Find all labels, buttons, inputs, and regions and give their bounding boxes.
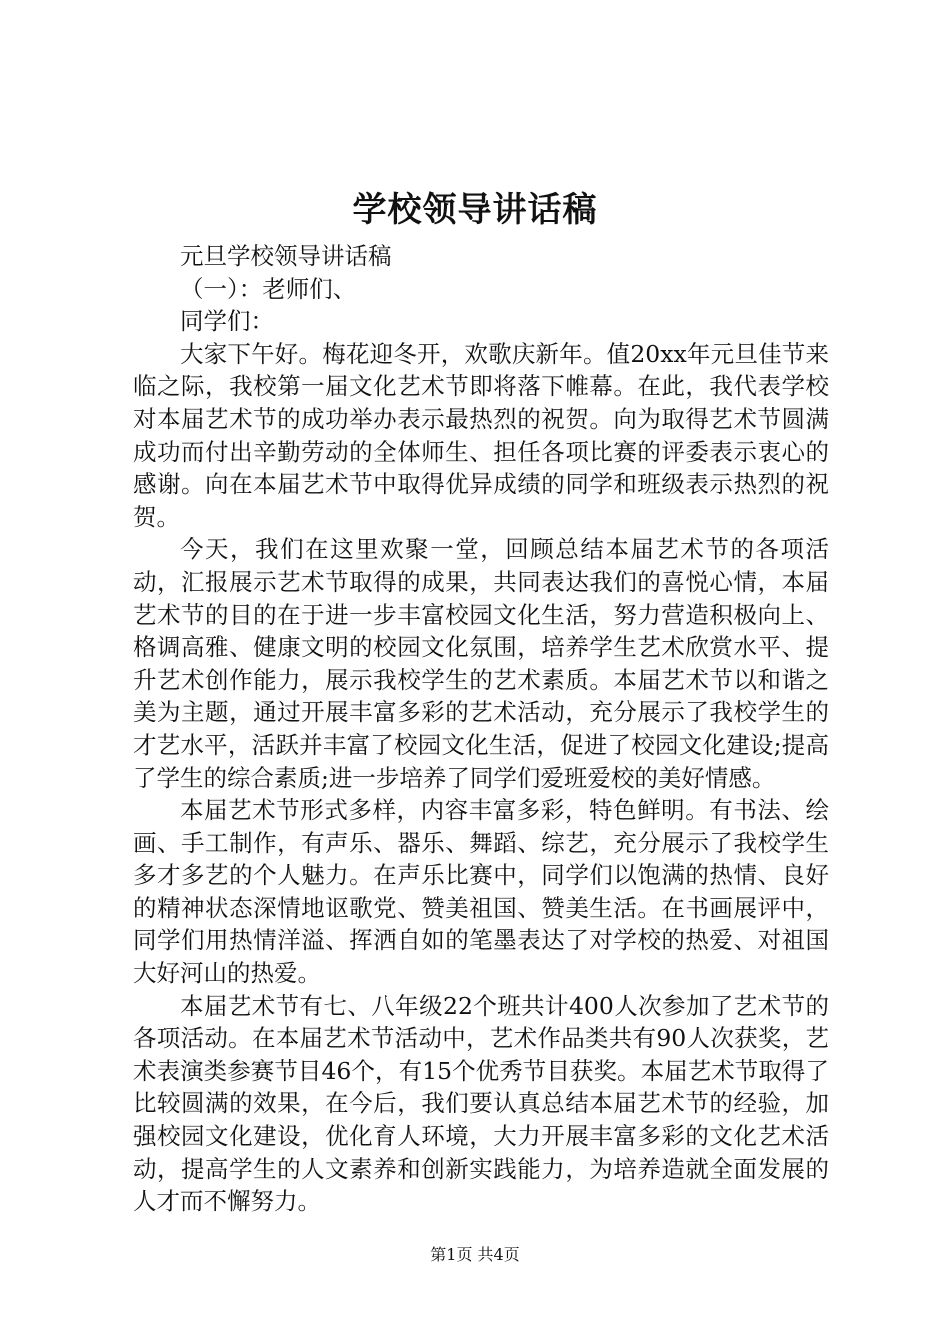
document-title: 学校领导讲话稿 [352,190,598,230]
page-number-footer: 第1页 共4页 [430,1245,520,1264]
document-body [133,240,829,1218]
body-paragraph: 本届艺术节形式多样，内容丰富多彩，特色鲜明。有书法、绘画、手工制作，有声乐、器乐、舞蹈、综艺，充分展示了我校学生多才多艺的个人魅力。在声乐比赛中，同学们以饱满的热情、良好的精神状态深情地讴歌党、赞美祖国、赞美生活。在书画展评中，同学们用热情洋溢、挥洒自如的笔墨表达了对学校的热爱、对祖国大好河山的热爱。 [133,796,829,988]
salutation-line-2: 同学们： [180,307,274,336]
subtitle-paragraph: 元旦学校领导讲话稿 [180,242,392,270]
body-paragraph: 今天，我们在这里欢聚一堂，回顾总结本届艺术节的各项活动，汇报展示艺术节取得的成果，共同表达我们的喜悦心情，本届艺术节的目的在于进一步丰富校园文化生活，努力营造积极向上、格调高雅、健康文明的校园文化氛围，培养学生艺术欣赏水平、提升艺术创作能力，展示我校学生的艺术素质。本届艺术节以和谐之美为主题，通过开展丰富多彩的艺术活动，充分展示了我校学生的才艺水平，活跃并丰富了校园文化生活，促进了校园文化建设;提高了学生的综合素质;进一步培养了同学们爱班爱校的美好情感。 [133,535,829,792]
salutation-line-1: （一）：老师们、 [180,274,357,303]
body-paragraph: 大家下午好。梅花迎冬开，欢歌庆新年。值20xx年元旦佳节来临之际，我校第一届文化艺术节即将落下帷幕。在此，我代表学校对本届艺术节的成功举办表示最热烈的祝贺。向为取得艺术节圆满成功而付出辛勤劳动的全体师生、担任各项比赛的评委表示衷心的感谢。向在本届艺术节中取得优异成绩的同学和班级表示热烈的祝贺。 [133,339,829,531]
body-paragraph: 本届艺术节有七、八年级22个班共计400人次参加了艺术节的各项活动。在本届艺术节活动中，艺术作品类共有90人次获奖，艺术表演类参赛节目46个，有15个优秀节目获奖。本届艺术节取得了比较圆满的效果，在今后，我们要认真总结本届艺术节的经验，加强校园文化建设，优化育人环境，大力开展丰富多彩的文化艺术活动，提高学生的人文素养和创新实践能力，为培养造就全面发展的人才而不懈努力。 [133,991,829,1216]
